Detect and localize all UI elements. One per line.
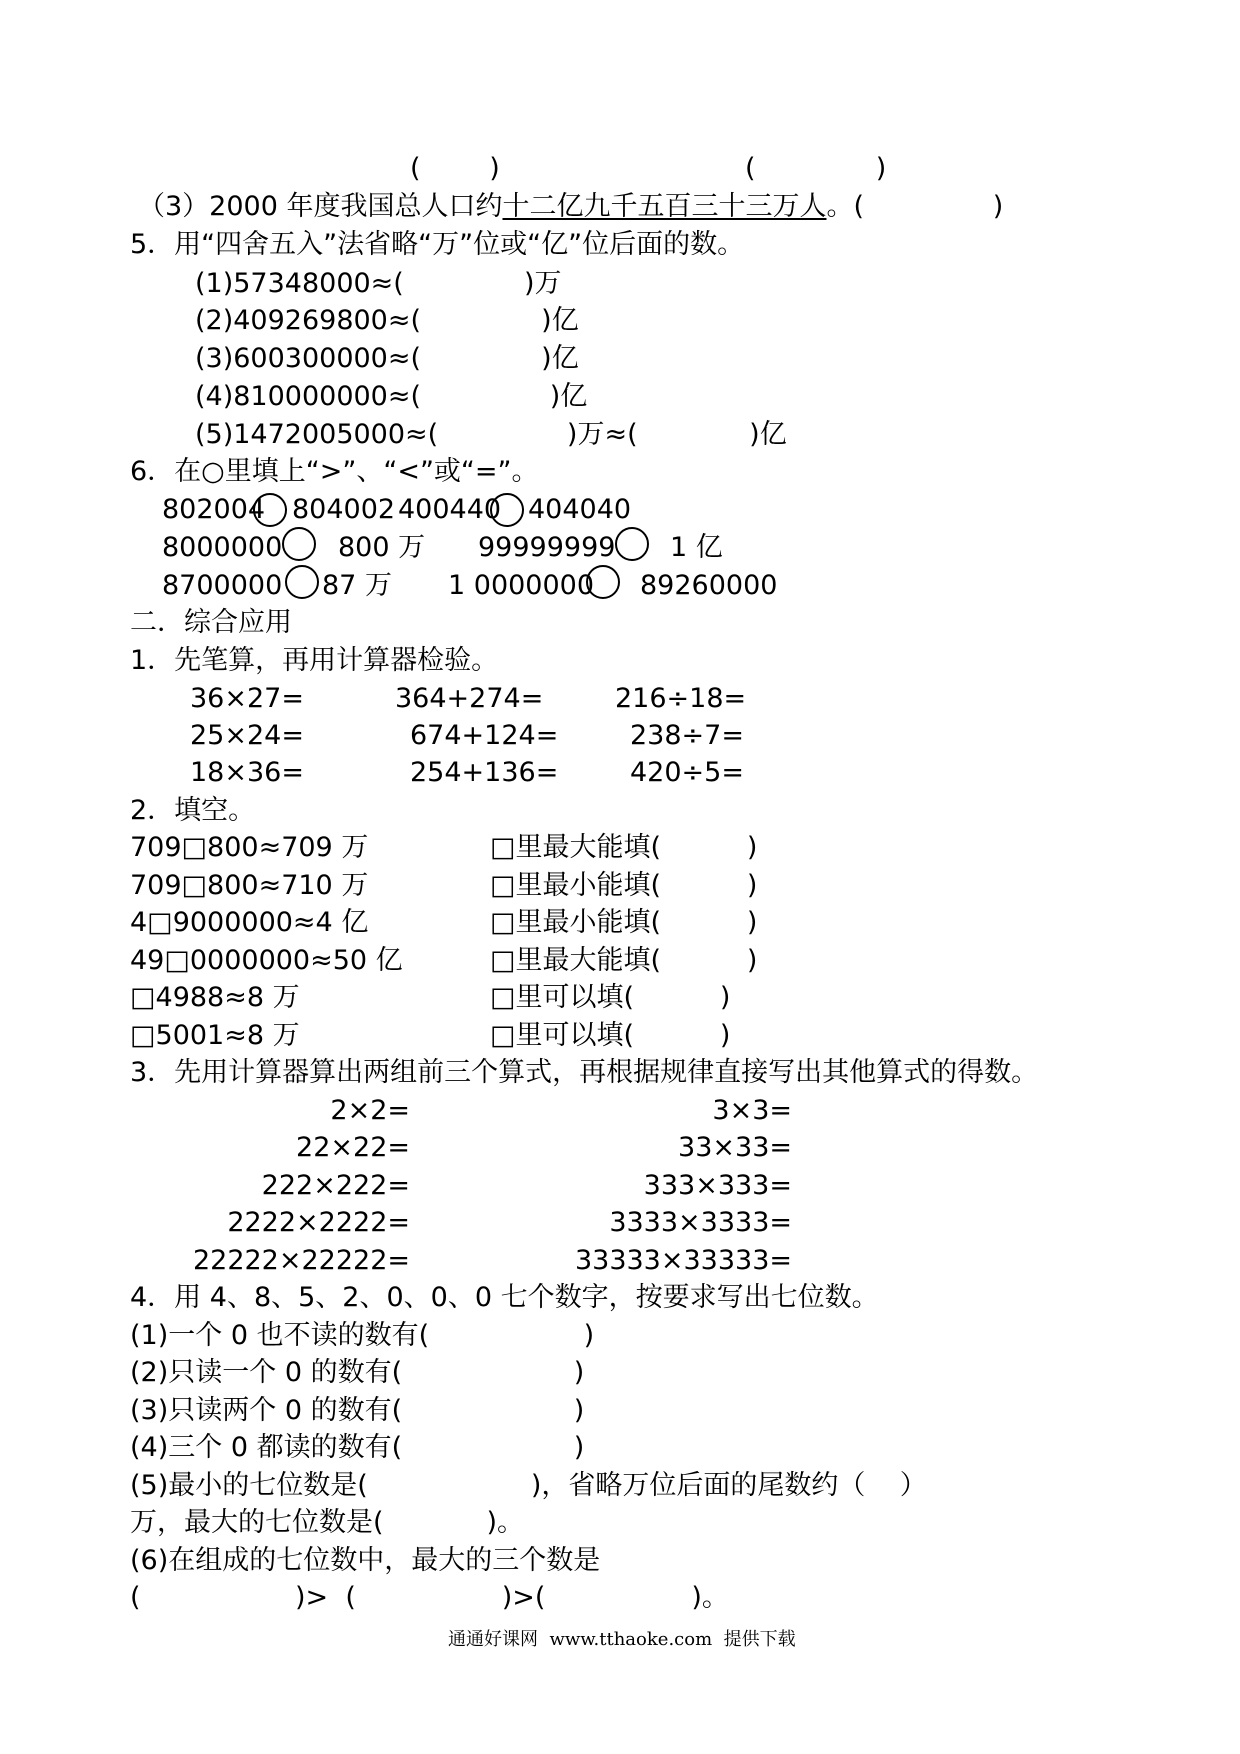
section2-title: 二．综合应用: [130, 607, 292, 638]
s2-q3-right-3: 333×333=: [643, 1170, 792, 1201]
compare-circle[interactable]: [253, 493, 287, 527]
s2-q3-left-3: 222×222=: [261, 1170, 410, 1201]
s2-q2-right-1: □里最大能填( ): [490, 832, 758, 863]
s2-q2-left-1: 709□800≈709 万: [130, 832, 369, 863]
s2-q2-right-3: □里最小能填( ): [490, 907, 758, 938]
q6-r3-a: 8700000: [162, 570, 283, 601]
q5-item-4: (4)810000000≈( )亿: [195, 381, 588, 412]
s2-q1-c3-1: 216÷18=: [615, 683, 747, 714]
s2-q3-right-2: 33×33=: [678, 1132, 792, 1163]
s2-q3-left-2: 22×22=: [296, 1132, 410, 1163]
s2-q4-item-1: (1)一个 0 也不读的数有( ): [130, 1320, 595, 1351]
s2-q3-right-4: 3333×3333=: [609, 1207, 792, 1238]
s2-q3-left-5: 22222×22222=: [192, 1245, 410, 1276]
q6-r2-c: 99999999: [478, 532, 616, 563]
population-question: [138, 190, 1003, 224]
q6-r1-d: 404040: [528, 494, 632, 525]
s2-q4-item-6-blanks: ( )> ( )>( )。: [130, 1582, 729, 1613]
s2-q4-item-5-cont: 万，最大的七位数是( )。: [130, 1507, 525, 1538]
s2-q4-item-2: (2)只读一个 0 的数有( ): [130, 1357, 585, 1388]
s2-q2-left-5: □4988≈8 万: [130, 982, 300, 1013]
s2-q2-right-2: □里最小能填( ): [490, 870, 758, 901]
s2-q2-right-4: □里最大能填( ): [490, 945, 758, 976]
s2-q4-item-6: (6)在组成的七位数中，最大的三个数是: [130, 1545, 601, 1576]
top-paren-2: ( ): [745, 153, 887, 184]
q6-r2-b: 800 万: [338, 532, 426, 563]
s2-q3-right-1: 3×3=: [712, 1095, 792, 1126]
q6-title: 6．在○里填上“>”、“<”或“=”。: [130, 456, 539, 487]
s2-q2-left-3: 4□9000000≈4 亿: [130, 907, 369, 938]
population-question-post: 。( ): [826, 191, 1004, 222]
q5-item-3: (3)600300000≈( )亿: [195, 343, 579, 374]
s2-q4-item-3: (3)只读两个 0 的数有( ): [130, 1395, 585, 1426]
s2-q2-left-4: 49□0000000≈50 亿: [130, 945, 403, 976]
q6-r1-c: 400440: [398, 494, 502, 525]
s2-q3-right-5: 33333×33333=: [574, 1245, 792, 1276]
s2-q2-left-6: □5001≈8 万: [130, 1020, 300, 1051]
s2-q1-c2-2: 674+124=: [410, 720, 559, 751]
s2-q1-c2-1: 364+274=: [395, 683, 544, 714]
compare-circle[interactable]: [586, 565, 620, 599]
s2-q1-c3-3: 420÷5=: [630, 757, 744, 788]
compare-circle[interactable]: [285, 565, 319, 599]
s2-q3-left-4: 2222×2222=: [227, 1207, 410, 1238]
population-underlined: 十二亿九千五百三十三万人: [502, 191, 827, 222]
s2-q3-title: 3．先用计算器算出两组前三个算式，再根据规律直接写出其他算式的得数。: [130, 1057, 1039, 1088]
compare-circle[interactable]: [615, 527, 649, 561]
q5-item-2: (2)409269800≈( )亿: [195, 305, 579, 336]
population-question-pre: （3）2000 年度我国总人口约: [138, 191, 503, 222]
s2-q1-title: 1．先笔算，再用计算器检验。: [130, 645, 499, 676]
compare-circle[interactable]: [490, 493, 524, 527]
q6-r1-b: 804002: [292, 494, 396, 525]
s2-q4-item-5: (5)最小的七位数是( )，省略万位后面的尾数约（ ）: [130, 1470, 927, 1501]
s2-q1-c3-2: 238÷7=: [630, 720, 744, 751]
s2-q4-title: 4．用 4、8、5、2、0、0、0 七个数字，按要求写出七位数。: [130, 1282, 879, 1313]
q6-r1-a: 802004: [162, 494, 266, 525]
s2-q2-right-5: □里可以填( ): [490, 982, 731, 1013]
q5-title: 5．用“四舍五入”法省略“万”位或“亿”位后面的数。: [130, 229, 745, 260]
q6-r3-c: 1 0000000: [448, 570, 595, 601]
q6-r3-d: 89260000: [640, 570, 778, 601]
s2-q2-left-2: 709□800≈710 万: [130, 870, 369, 901]
s2-q3-left-1: 2×2=: [330, 1095, 410, 1126]
top-paren-1: ( ): [410, 153, 500, 184]
s2-q1-c1-1: 36×27=: [190, 683, 304, 714]
q6-r2-a: 8000000: [162, 532, 283, 563]
compare-circle[interactable]: [282, 527, 316, 561]
s2-q1-c2-3: 254+136=: [410, 757, 559, 788]
s2-q1-c1-2: 25×24=: [190, 720, 304, 751]
q6-r3-b: 87 万: [322, 570, 392, 601]
s2-q2-right-6: □里可以填( ): [490, 1020, 731, 1051]
s2-q1-c1-3: 18×36=: [190, 757, 304, 788]
q5-item-5: (5)1472005000≈( )万≈( )亿: [195, 419, 787, 450]
q6-r2-d: 1 亿: [670, 532, 723, 563]
s2-q2-title: 2．填空。: [130, 795, 256, 826]
page-footer: 通通好课网 www.tthaoke.com 提供下载: [448, 1629, 796, 1650]
q5-item-1: (1)57348000≈( )万: [195, 268, 562, 299]
s2-q4-item-4: (4)三个 0 都读的数有( ): [130, 1432, 585, 1463]
